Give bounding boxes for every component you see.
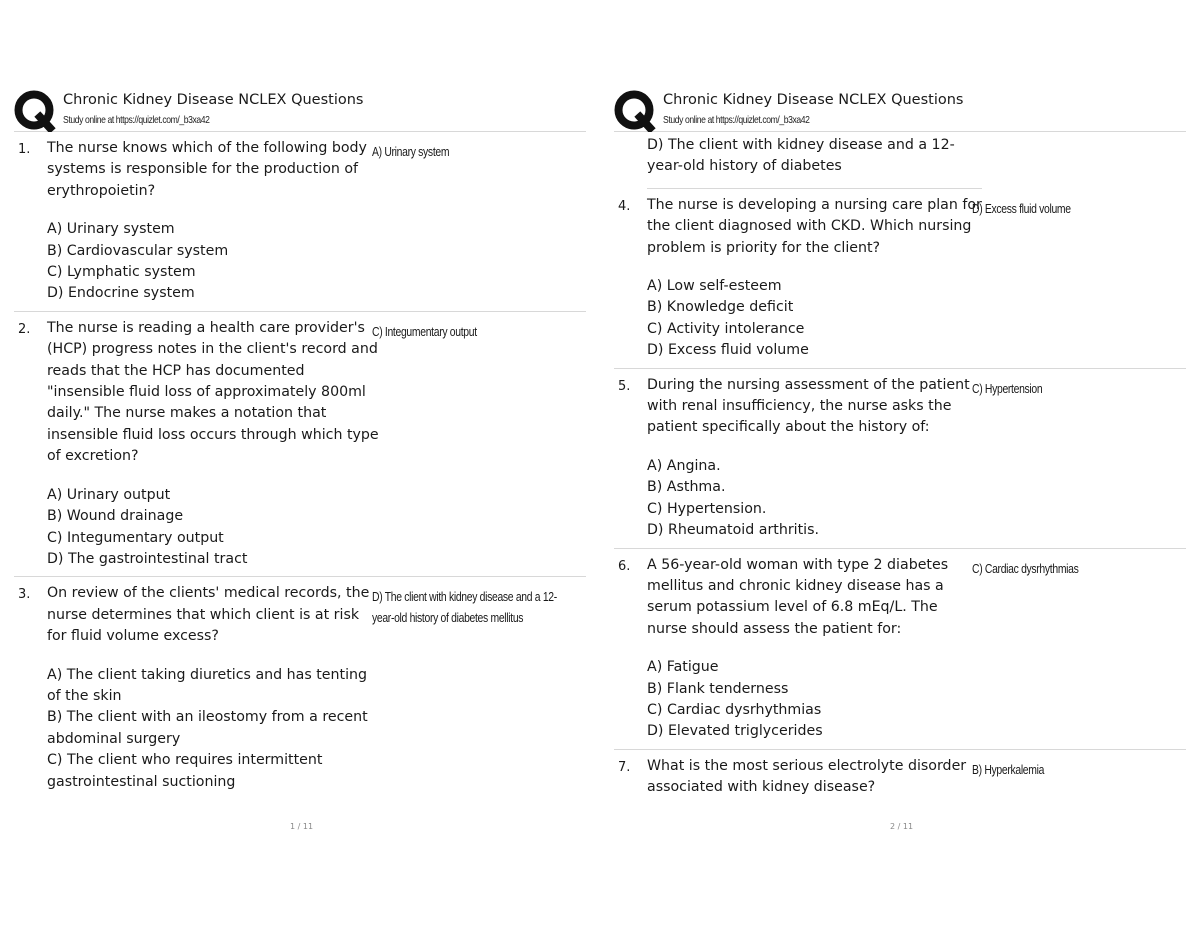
- option: B) Cardiovascular system: [47, 242, 229, 259]
- question-text: During the nursing assessment of the patient with renal insufficiency, the nurse asks the patient specifically about the history of:: [647, 376, 970, 436]
- quizlet-logo-icon: [614, 90, 656, 132]
- question-number: 5.: [618, 378, 631, 394]
- option: B) The client with an ileostomy from a recent abdominal surgery: [47, 709, 368, 747]
- question-number: 3.: [18, 587, 31, 603]
- document-title: Chronic Kidney Disease NCLEX Questions: [663, 92, 964, 108]
- option: A) Fatigue: [647, 659, 719, 676]
- page-2: [614, 88, 1186, 805]
- option: C) Hypertension.: [647, 500, 767, 517]
- quizlet-logo-icon: [14, 90, 56, 132]
- option: A) Urinary output: [47, 486, 171, 503]
- option: B) Knowledge deficit: [647, 299, 794, 316]
- page-header: [14, 88, 586, 132]
- question-item: [614, 189, 1186, 369]
- question-options: [47, 665, 382, 793]
- option: D) Excess fluid volume: [647, 342, 809, 359]
- option: D) Elevated triglycerides: [647, 723, 823, 740]
- page-header: [614, 88, 1186, 132]
- question-options: [647, 456, 982, 542]
- question-item: [614, 750, 1186, 805]
- option: C) Integumentary output: [47, 529, 224, 546]
- question-number: 1.: [18, 142, 31, 157]
- question-item: [14, 312, 586, 577]
- option: D) The gastrointestinal tract: [47, 550, 248, 567]
- question-item: [14, 132, 586, 312]
- question-options: [47, 485, 382, 571]
- answer: C) Integumentary output: [372, 323, 477, 339]
- document-title: Chronic Kidney Disease NCLEX Questions: [63, 92, 364, 108]
- option: D) Rheumatoid arthritis.: [647, 522, 820, 539]
- question-item: [14, 577, 586, 799]
- option: B) Wound drainage: [47, 508, 184, 525]
- option: C) Lymphatic system: [47, 264, 196, 281]
- question-item: [614, 549, 1186, 750]
- answer: D) Excess fluid volume: [972, 200, 1071, 216]
- question-number: 2.: [18, 321, 31, 337]
- question-options: [647, 657, 982, 743]
- answer: B) Hyperkalemia: [972, 761, 1045, 777]
- page-1: [14, 88, 586, 799]
- option: C) The client who requires intermittent gastrointestinal suctioning: [47, 752, 323, 790]
- question-options: [647, 276, 982, 362]
- study-online-link[interactable]: Study online at https://quizlet.com/_b3xa42: [63, 114, 210, 126]
- question-text: The nurse is reading a health care provider's (HCP) progress notes in the client's record and reads that the HCP has documented "insensible fluid loss of approximately 800ml daily." The nurse makes a notation that insensible fluid loss occurs through which type of excretion?: [47, 319, 379, 465]
- question-number: 6.: [618, 558, 631, 574]
- answer: C) Cardiac dysrhythmias: [972, 560, 1079, 576]
- option: A) Angina.: [647, 457, 721, 474]
- option: D) Endocrine system: [47, 285, 195, 302]
- question-text: The nurse is developing a nursing care plan for the client diagnosed with CKD. Which nursing problem is priority for the client?: [647, 196, 982, 256]
- option: B) Flank tenderness: [647, 680, 789, 697]
- study-online-link[interactable]: Study online at https://quizlet.com/_b3xa42: [663, 114, 810, 126]
- answer: D) The client with kidney disease and a 12-year-old history of diabetes mellitus: [372, 589, 557, 626]
- question-text: A 56-year-old woman with type 2 diabetes mellitus and chronic kidney disease has a serum potassium level of 6.8 mEq/L. The nurse should assess the patient for:: [647, 556, 949, 637]
- page-number: 1 / 11: [290, 822, 314, 831]
- option: B) Asthma.: [647, 479, 726, 496]
- question-options: [47, 219, 382, 305]
- option: C) Cardiac dysrhythmias: [647, 701, 822, 718]
- question-text: What is the most serious electrolyte disorder associated with kidney disease?: [647, 757, 967, 796]
- question-text: On review of the clients' medical records, the nurse determines that which client is at risk for fluid volume excess?: [47, 585, 370, 645]
- question-text: The nurse knows which of the following body systems is responsible for the production of erythropoietin?: [47, 140, 367, 199]
- option: A) Urinary system: [47, 221, 175, 238]
- answer: C) Hypertension: [972, 380, 1043, 396]
- answer: A) Urinary system: [372, 144, 450, 159]
- continued-option: D) The client with kidney disease and a 12-year-old history of diabetes: [647, 132, 982, 189]
- option: A) The client taking diuretics and has tenting of the skin: [47, 666, 368, 704]
- page-number: 2 / 11: [890, 822, 914, 831]
- question-number: 7.: [618, 759, 631, 775]
- question-number: 4.: [618, 198, 631, 214]
- option: C) Activity intolerance: [647, 320, 805, 337]
- option: A) Low self-esteem: [647, 278, 782, 295]
- question-item: [614, 369, 1186, 549]
